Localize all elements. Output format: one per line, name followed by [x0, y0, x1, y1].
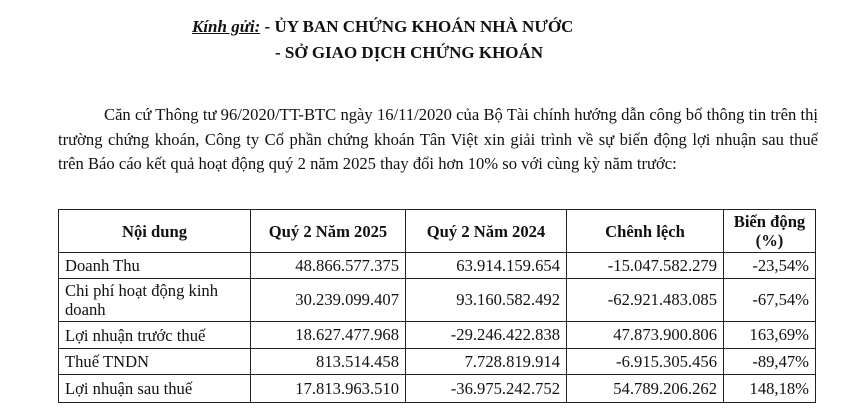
value-q2-2025: 813.514.458 [251, 349, 406, 375]
value-change-pct: 148,18% [724, 375, 816, 403]
value-q2-2024: -36.975.242.752 [406, 375, 567, 403]
header-content: Nội dung [59, 210, 251, 253]
value-difference: 54.789.206.262 [567, 375, 724, 403]
header-q2-2024: Quý 2 Năm 2024 [406, 210, 567, 253]
recipient-line-2: - SỞ GIAO DỊCH CHỨNG KHOÁN [275, 43, 544, 62]
recipient-label: Kính gửi: [192, 17, 261, 36]
header-difference: Chênh lệch [567, 210, 724, 253]
recipient-block [192, 14, 573, 66]
value-change-pct: -23,54% [724, 253, 816, 279]
value-q2-2024: -29.246.422.838 [406, 322, 567, 349]
value-change-pct: 163,69% [724, 322, 816, 349]
recipient-line-1 [192, 14, 573, 40]
value-change-pct: -67,54% [724, 279, 816, 322]
profit-variance-table [58, 209, 816, 403]
paragraph-text: Căn cứ Thông tư 96/2020/TT-BTC ngày 16/11/2020 của Bộ Tài chính hướng dẫn công bố thông tin trên thị trường chứng khoán, Công ty Cổ phần chứng khoán Tân Việt xin giải trình về sự biến động lợi nhuận sau thuế trên Báo cáo kết quả hoạt động quý 2 năm 2025 thay đổi hơn 10% so với cùng kỳ năm trước: [58, 105, 818, 173]
value-difference: -62.921.483.085 [567, 279, 724, 322]
value-q2-2024: 63.914.159.654 [406, 253, 567, 279]
table-row [59, 253, 816, 279]
row-label: Thuế TNDN [59, 349, 251, 375]
header-q2-2025: Quý 2 Năm 2025 [251, 210, 406, 253]
value-q2-2025: 30.239.099.407 [251, 279, 406, 322]
header-change-pct: Biến động (%) [724, 210, 816, 253]
table-row [59, 375, 816, 403]
explanation-paragraph [58, 103, 818, 177]
value-q2-2025: 48.866.577.375 [251, 253, 406, 279]
table-row [59, 279, 816, 322]
table-row [59, 349, 816, 375]
value-q2-2024: 93.160.582.492 [406, 279, 567, 322]
recipient-ubck: - ỦY BAN CHỨNG KHOÁN NHÀ NƯỚC [260, 17, 574, 36]
value-difference: -15.047.582.279 [567, 253, 724, 279]
row-label: Chi phí hoạt động kinh doanh [59, 279, 251, 322]
row-label: Lợi nhuận sau thuế [59, 375, 251, 403]
value-change-pct: -89,47% [724, 349, 816, 375]
row-label: Lợi nhuận trước thuế [59, 322, 251, 349]
table-header-row [59, 210, 816, 253]
value-difference: 47.873.900.806 [567, 322, 724, 349]
value-difference: -6.915.305.456 [567, 349, 724, 375]
value-q2-2025: 18.627.477.968 [251, 322, 406, 349]
table-row [59, 322, 816, 349]
value-q2-2025: 17.813.963.510 [251, 375, 406, 403]
value-q2-2024: 7.728.819.914 [406, 349, 567, 375]
row-label: Doanh Thu [59, 253, 251, 279]
